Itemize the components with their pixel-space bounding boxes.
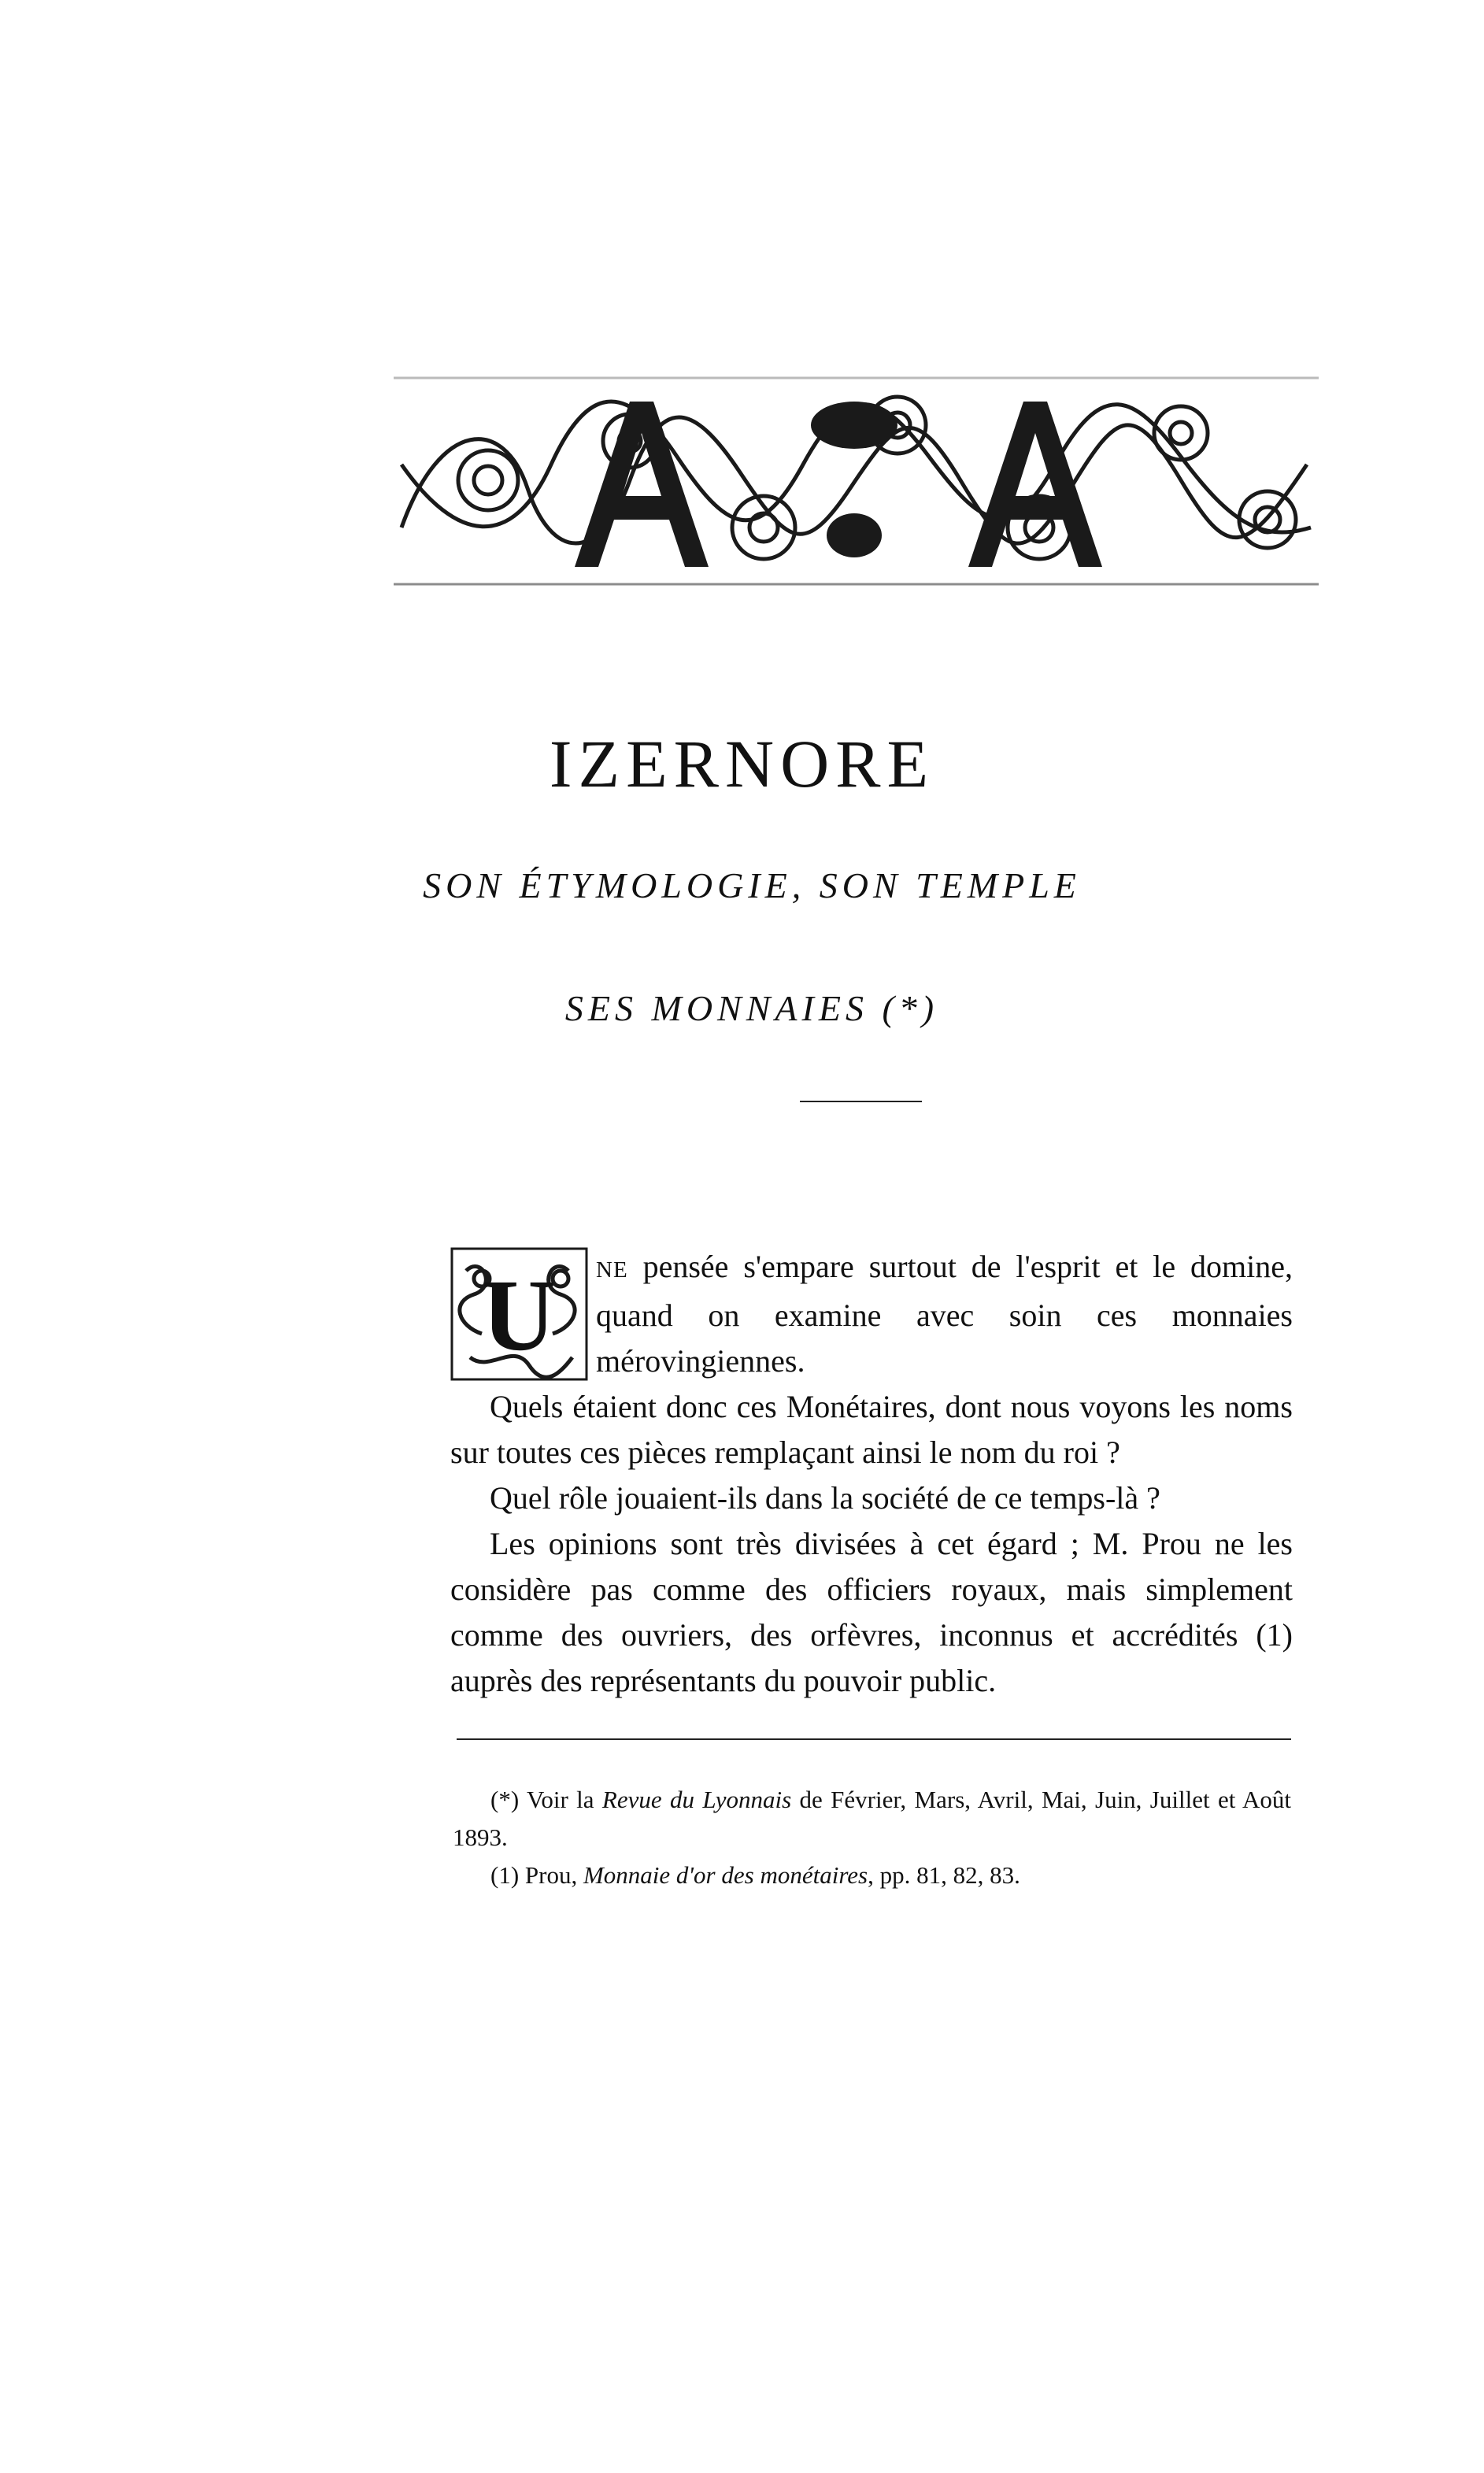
paragraph-1-text: pensée s'empare surtout de l'esprit et le domine, quand on examine avec soin ces monnaies mérovingiennes. <box>596 1249 1293 1379</box>
page-title: IZERNORE <box>549 726 935 802</box>
footnote-1-pre: Prou, <box>519 1861 583 1889</box>
footnote-1-mark: (1) <box>490 1861 520 1889</box>
footnote-star-mark: (*) <box>490 1786 520 1813</box>
footnote-1-title: Monnaie d'or des monétaires <box>583 1861 868 1889</box>
ornamental-headpiece-icon <box>394 370 1319 590</box>
paragraph-1-smallcaps: NE <box>596 1257 628 1283</box>
subtitle-line-2: SES MONNAIES (*) <box>564 988 939 1028</box>
paragraph-4: Les opinions sont très divisées à cet égard ; M. Prou ne les considère pas comme des officiers royaux, mais simplement comme des ouvriers, des orfèvres, inconnus et accrédités (1) auprès des représentants du pouvoir public. <box>450 1526 1293 1698</box>
dropcap-letter: U <box>482 1259 556 1372</box>
subtitle-line-1: SON ÉTYMOLOGIE, SON TEMPLE <box>423 865 1081 905</box>
title-divider <box>800 1101 922 1102</box>
footnote-divider <box>457 1738 1291 1740</box>
paragraph-3: Quel rôle jouaient-ils dans la société de ce temps-là ? <box>490 1480 1160 1516</box>
footnotes <box>453 1781 1291 1894</box>
footnote-star-pre: Voir la <box>519 1786 602 1813</box>
body-text <box>450 1244 1293 1704</box>
decorated-initial-icon <box>450 1247 588 1381</box>
paragraph-2: Quels étaient donc ces Monétaires, dont nous voyons les noms sur toutes ces pièces remplaçant ainsi le nom du roi ? <box>450 1389 1293 1470</box>
footnote-1 <box>453 1857 1291 1894</box>
footnote-1-post: , pp. 81, 82, 83. <box>868 1861 1020 1889</box>
footnote-star-title: Revue du Lyonnais <box>601 1786 792 1813</box>
footnote-star <box>453 1781 1291 1857</box>
footnote-star-post: de Février, Mars, Avril, Mai, Juin, Juillet et Août 1893. <box>453 1786 1291 1851</box>
